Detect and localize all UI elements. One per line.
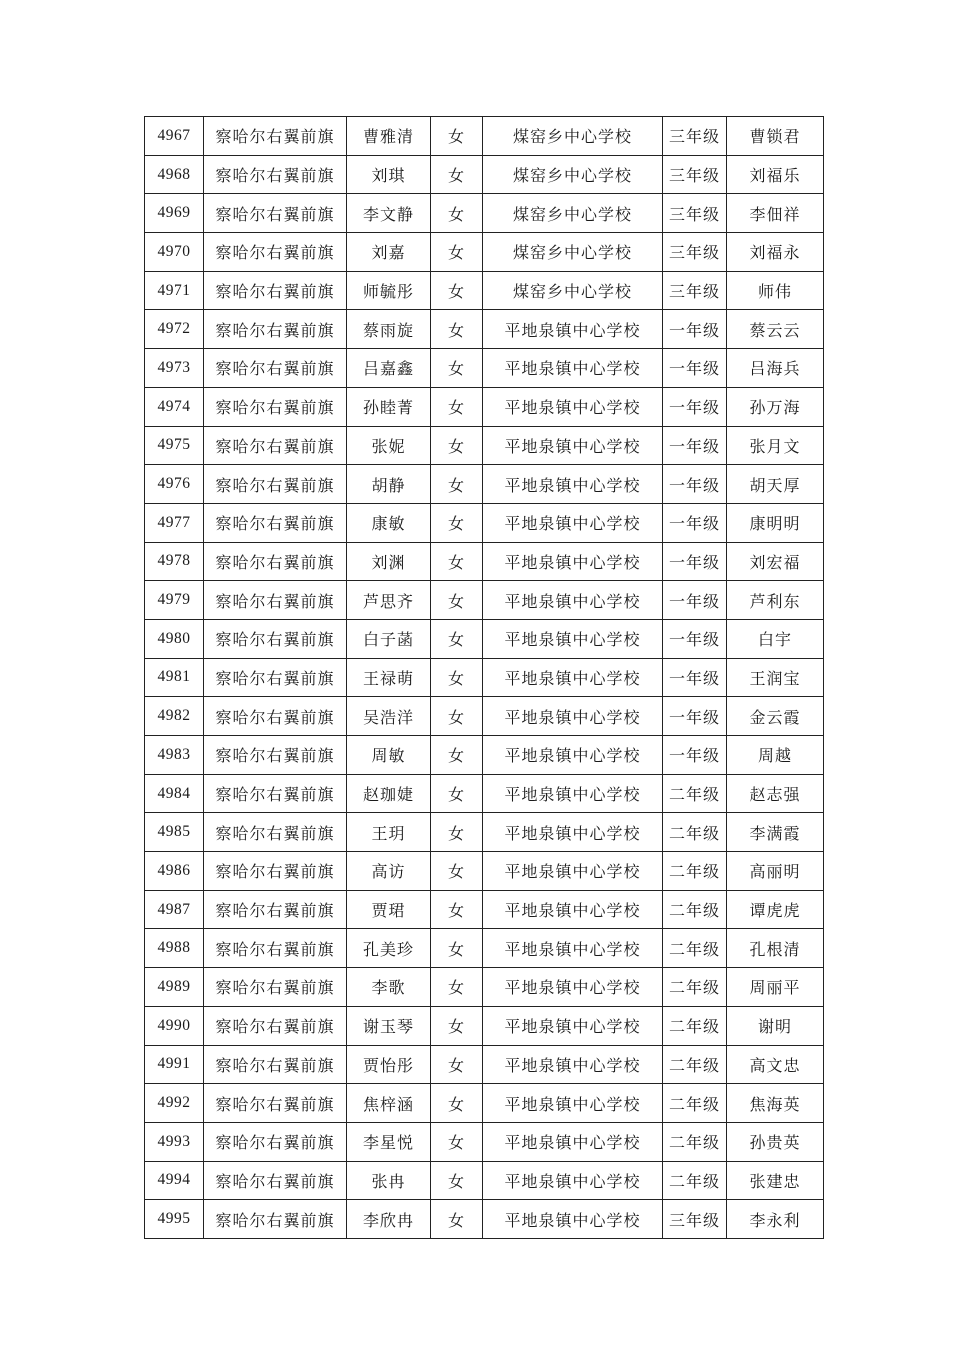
student-name-cell: 赵珈婕 (347, 774, 431, 813)
grade-cell: 三年级 (663, 271, 727, 310)
guardian-name-cell: 蔡云云 (727, 310, 824, 349)
county-cell: 察哈尔右翼前旗 (204, 736, 347, 775)
county-cell: 察哈尔右翼前旗 (204, 929, 347, 968)
guardian-name-cell: 李满霞 (727, 813, 824, 852)
county-cell: 察哈尔右翼前旗 (204, 503, 347, 542)
serial-number-cell: 4973 (145, 349, 204, 388)
student-name-cell: 张妮 (347, 426, 431, 465)
serial-number-cell: 4977 (145, 503, 204, 542)
guardian-name-cell: 周丽平 (727, 968, 824, 1007)
county-cell: 察哈尔右翼前旗 (204, 1161, 347, 1200)
student-name-cell: 蔡雨旋 (347, 310, 431, 349)
grade-cell: 三年级 (663, 155, 727, 194)
guardian-name-cell: 金云霞 (727, 697, 824, 736)
table-row (145, 581, 824, 620)
grade-cell: 一年级 (663, 542, 727, 581)
guardian-name-cell: 曹锁君 (727, 117, 824, 156)
table-row (145, 233, 824, 272)
gender-cell: 女 (431, 774, 483, 813)
school-cell: 平地泉镇中心学校 (483, 813, 663, 852)
school-cell: 平地泉镇中心学校 (483, 658, 663, 697)
serial-number-cell: 4982 (145, 697, 204, 736)
student-name-cell: 张冉 (347, 1161, 431, 1200)
school-cell: 平地泉镇中心学校 (483, 465, 663, 504)
table-row (145, 1006, 824, 1045)
grade-cell: 二年级 (663, 968, 727, 1007)
school-cell: 平地泉镇中心学校 (483, 1161, 663, 1200)
grade-cell: 二年级 (663, 1006, 727, 1045)
serial-number-cell: 4974 (145, 387, 204, 426)
serial-number-cell: 4990 (145, 1006, 204, 1045)
student-name-cell: 贾珺 (347, 890, 431, 929)
serial-number-cell: 4967 (145, 117, 204, 156)
gender-cell: 女 (431, 233, 483, 272)
grade-cell: 二年级 (663, 929, 727, 968)
county-cell: 察哈尔右翼前旗 (204, 658, 347, 697)
gender-cell: 女 (431, 1084, 483, 1123)
guardian-name-cell: 王润宝 (727, 658, 824, 697)
grade-cell: 二年级 (663, 1161, 727, 1200)
county-cell: 察哈尔右翼前旗 (204, 852, 347, 891)
county-cell: 察哈尔右翼前旗 (204, 117, 347, 156)
table-row (145, 968, 824, 1007)
student-name-cell: 李欣冉 (347, 1200, 431, 1239)
table-row (145, 852, 824, 891)
table-row (145, 774, 824, 813)
serial-number-cell: 4993 (145, 1122, 204, 1161)
county-cell: 察哈尔右翼前旗 (204, 774, 347, 813)
school-cell: 平地泉镇中心学校 (483, 1045, 663, 1084)
grade-cell: 二年级 (663, 1084, 727, 1123)
student-name-cell: 孔美珍 (347, 929, 431, 968)
serial-number-cell: 4985 (145, 813, 204, 852)
student-name-cell: 焦梓涵 (347, 1084, 431, 1123)
guardian-name-cell: 师伟 (727, 271, 824, 310)
table-row (145, 658, 824, 697)
guardian-name-cell: 周越 (727, 736, 824, 775)
grade-cell: 二年级 (663, 774, 727, 813)
county-cell: 察哈尔右翼前旗 (204, 697, 347, 736)
serial-number-cell: 4992 (145, 1084, 204, 1123)
school-cell: 平地泉镇中心学校 (483, 736, 663, 775)
gender-cell: 女 (431, 155, 483, 194)
gender-cell: 女 (431, 1122, 483, 1161)
table-row (145, 619, 824, 658)
gender-cell: 女 (431, 968, 483, 1007)
gender-cell: 女 (431, 194, 483, 233)
serial-number-cell: 4976 (145, 465, 204, 504)
guardian-name-cell: 李佃祥 (727, 194, 824, 233)
school-cell: 平地泉镇中心学校 (483, 503, 663, 542)
county-cell: 察哈尔右翼前旗 (204, 890, 347, 929)
grade-cell: 一年级 (663, 387, 727, 426)
county-cell: 察哈尔右翼前旗 (204, 310, 347, 349)
grade-cell: 一年级 (663, 697, 727, 736)
student-name-cell: 胡静 (347, 465, 431, 504)
student-name-cell: 吕嘉鑫 (347, 349, 431, 388)
gender-cell: 女 (431, 852, 483, 891)
gender-cell: 女 (431, 387, 483, 426)
school-cell: 平地泉镇中心学校 (483, 852, 663, 891)
county-cell: 察哈尔右翼前旗 (204, 542, 347, 581)
student-name-cell: 王禄萌 (347, 658, 431, 697)
guardian-name-cell: 高丽明 (727, 852, 824, 891)
table-row (145, 1045, 824, 1084)
gender-cell: 女 (431, 1045, 483, 1084)
grade-cell: 二年级 (663, 1122, 727, 1161)
serial-number-cell: 4994 (145, 1161, 204, 1200)
school-cell: 煤窑乡中心学校 (483, 155, 663, 194)
table-row (145, 813, 824, 852)
serial-number-cell: 4983 (145, 736, 204, 775)
student-name-cell: 李文静 (347, 194, 431, 233)
serial-number-cell: 4971 (145, 271, 204, 310)
student-name-cell: 刘嘉 (347, 233, 431, 272)
county-cell: 察哈尔右翼前旗 (204, 349, 347, 388)
serial-number-cell: 4986 (145, 852, 204, 891)
serial-number-cell: 4989 (145, 968, 204, 1007)
school-cell: 平地泉镇中心学校 (483, 310, 663, 349)
student-roster-table (144, 116, 824, 1239)
table-row (145, 1200, 824, 1239)
table-row (145, 194, 824, 233)
county-cell: 察哈尔右翼前旗 (204, 619, 347, 658)
table-row (145, 1084, 824, 1123)
grade-cell: 一年级 (663, 581, 727, 620)
table-row (145, 271, 824, 310)
gender-cell: 女 (431, 310, 483, 349)
serial-number-cell: 4970 (145, 233, 204, 272)
serial-number-cell: 4975 (145, 426, 204, 465)
school-cell: 煤窑乡中心学校 (483, 194, 663, 233)
guardian-name-cell: 张月文 (727, 426, 824, 465)
table-row (145, 117, 824, 156)
student-name-cell: 谢玉琴 (347, 1006, 431, 1045)
student-name-cell: 白子菡 (347, 619, 431, 658)
school-cell: 平地泉镇中心学校 (483, 929, 663, 968)
school-cell: 煤窑乡中心学校 (483, 271, 663, 310)
school-cell: 平地泉镇中心学校 (483, 1084, 663, 1123)
serial-number-cell: 4988 (145, 929, 204, 968)
guardian-name-cell: 刘宏福 (727, 542, 824, 581)
serial-number-cell: 4978 (145, 542, 204, 581)
grade-cell: 三年级 (663, 117, 727, 156)
student-name-cell: 吴浩洋 (347, 697, 431, 736)
school-cell: 平地泉镇中心学校 (483, 968, 663, 1007)
grade-cell: 二年级 (663, 890, 727, 929)
grade-cell: 一年级 (663, 658, 727, 697)
table-row (145, 929, 824, 968)
gender-cell: 女 (431, 271, 483, 310)
gender-cell: 女 (431, 465, 483, 504)
gender-cell: 女 (431, 117, 483, 156)
student-name-cell: 刘琪 (347, 155, 431, 194)
guardian-name-cell: 谢明 (727, 1006, 824, 1045)
school-cell: 平地泉镇中心学校 (483, 426, 663, 465)
serial-number-cell: 4972 (145, 310, 204, 349)
student-name-cell: 师毓彤 (347, 271, 431, 310)
guardian-name-cell: 孙贵英 (727, 1122, 824, 1161)
grade-cell: 一年级 (663, 736, 727, 775)
gender-cell: 女 (431, 697, 483, 736)
county-cell: 察哈尔右翼前旗 (204, 813, 347, 852)
guardian-name-cell: 孙万海 (727, 387, 824, 426)
gender-cell: 女 (431, 581, 483, 620)
county-cell: 察哈尔右翼前旗 (204, 581, 347, 620)
school-cell: 煤窑乡中心学校 (483, 117, 663, 156)
school-cell: 平地泉镇中心学校 (483, 387, 663, 426)
table-row (145, 697, 824, 736)
table-body (145, 117, 824, 1239)
grade-cell: 二年级 (663, 1045, 727, 1084)
gender-cell: 女 (431, 736, 483, 775)
student-name-cell: 刘渊 (347, 542, 431, 581)
county-cell: 察哈尔右翼前旗 (204, 387, 347, 426)
grade-cell: 一年级 (663, 310, 727, 349)
guardian-name-cell: 吕海兵 (727, 349, 824, 388)
school-cell: 平地泉镇中心学校 (483, 1200, 663, 1239)
county-cell: 察哈尔右翼前旗 (204, 233, 347, 272)
serial-number-cell: 4991 (145, 1045, 204, 1084)
table-row (145, 387, 824, 426)
student-name-cell: 高访 (347, 852, 431, 891)
grade-cell: 三年级 (663, 194, 727, 233)
table-row (145, 349, 824, 388)
grade-cell: 一年级 (663, 465, 727, 504)
county-cell: 察哈尔右翼前旗 (204, 1045, 347, 1084)
guardian-name-cell: 刘福乐 (727, 155, 824, 194)
guardian-name-cell: 康明明 (727, 503, 824, 542)
serial-number-cell: 4979 (145, 581, 204, 620)
county-cell: 察哈尔右翼前旗 (204, 271, 347, 310)
student-name-cell: 王玥 (347, 813, 431, 852)
table-row (145, 503, 824, 542)
table-row (145, 1161, 824, 1200)
gender-cell: 女 (431, 658, 483, 697)
gender-cell: 女 (431, 349, 483, 388)
county-cell: 察哈尔右翼前旗 (204, 155, 347, 194)
school-cell: 平地泉镇中心学校 (483, 774, 663, 813)
gender-cell: 女 (431, 619, 483, 658)
table-row (145, 310, 824, 349)
student-name-cell: 李歌 (347, 968, 431, 1007)
county-cell: 察哈尔右翼前旗 (204, 1006, 347, 1045)
guardian-name-cell: 芦利东 (727, 581, 824, 620)
school-cell: 平地泉镇中心学校 (483, 890, 663, 929)
guardian-name-cell: 胡天厚 (727, 465, 824, 504)
guardian-name-cell: 李永利 (727, 1200, 824, 1239)
serial-number-cell: 4984 (145, 774, 204, 813)
school-cell: 平地泉镇中心学校 (483, 542, 663, 581)
school-cell: 煤窑乡中心学校 (483, 233, 663, 272)
student-name-cell: 曹雅清 (347, 117, 431, 156)
county-cell: 察哈尔右翼前旗 (204, 426, 347, 465)
school-cell: 平地泉镇中心学校 (483, 1006, 663, 1045)
county-cell: 察哈尔右翼前旗 (204, 1122, 347, 1161)
grade-cell: 二年级 (663, 852, 727, 891)
student-name-cell: 康敏 (347, 503, 431, 542)
table-row (145, 736, 824, 775)
gender-cell: 女 (431, 929, 483, 968)
serial-number-cell: 4995 (145, 1200, 204, 1239)
serial-number-cell: 4987 (145, 890, 204, 929)
guardian-name-cell: 谭虎虎 (727, 890, 824, 929)
guardian-name-cell: 赵志强 (727, 774, 824, 813)
gender-cell: 女 (431, 813, 483, 852)
student-name-cell: 周敏 (347, 736, 431, 775)
table-row (145, 890, 824, 929)
school-cell: 平地泉镇中心学校 (483, 1122, 663, 1161)
serial-number-cell: 4980 (145, 619, 204, 658)
grade-cell: 一年级 (663, 619, 727, 658)
grade-cell: 二年级 (663, 813, 727, 852)
guardian-name-cell: 焦海英 (727, 1084, 824, 1123)
school-cell: 平地泉镇中心学校 (483, 349, 663, 388)
student-name-cell: 芦思齐 (347, 581, 431, 620)
grade-cell: 一年级 (663, 349, 727, 388)
serial-number-cell: 4969 (145, 194, 204, 233)
grade-cell: 三年级 (663, 1200, 727, 1239)
student-name-cell: 孙睦菁 (347, 387, 431, 426)
gender-cell: 女 (431, 1200, 483, 1239)
county-cell: 察哈尔右翼前旗 (204, 194, 347, 233)
grade-cell: 一年级 (663, 426, 727, 465)
county-cell: 察哈尔右翼前旗 (204, 968, 347, 1007)
table-row (145, 542, 824, 581)
gender-cell: 女 (431, 890, 483, 929)
grade-cell: 一年级 (663, 503, 727, 542)
guardian-name-cell: 刘福永 (727, 233, 824, 272)
table-row (145, 1122, 824, 1161)
serial-number-cell: 4968 (145, 155, 204, 194)
serial-number-cell: 4981 (145, 658, 204, 697)
gender-cell: 女 (431, 503, 483, 542)
school-cell: 平地泉镇中心学校 (483, 697, 663, 736)
student-name-cell: 李星悦 (347, 1122, 431, 1161)
gender-cell: 女 (431, 426, 483, 465)
gender-cell: 女 (431, 1161, 483, 1200)
school-cell: 平地泉镇中心学校 (483, 619, 663, 658)
county-cell: 察哈尔右翼前旗 (204, 1200, 347, 1239)
county-cell: 察哈尔右翼前旗 (204, 465, 347, 504)
school-cell: 平地泉镇中心学校 (483, 581, 663, 620)
table-row (145, 155, 824, 194)
table-row (145, 465, 824, 504)
guardian-name-cell: 孔根清 (727, 929, 824, 968)
table-row (145, 426, 824, 465)
gender-cell: 女 (431, 542, 483, 581)
student-name-cell: 贾怡彤 (347, 1045, 431, 1084)
grade-cell: 三年级 (663, 233, 727, 272)
guardian-name-cell: 白宇 (727, 619, 824, 658)
guardian-name-cell: 张建忠 (727, 1161, 824, 1200)
guardian-name-cell: 高文忠 (727, 1045, 824, 1084)
county-cell: 察哈尔右翼前旗 (204, 1084, 347, 1123)
gender-cell: 女 (431, 1006, 483, 1045)
